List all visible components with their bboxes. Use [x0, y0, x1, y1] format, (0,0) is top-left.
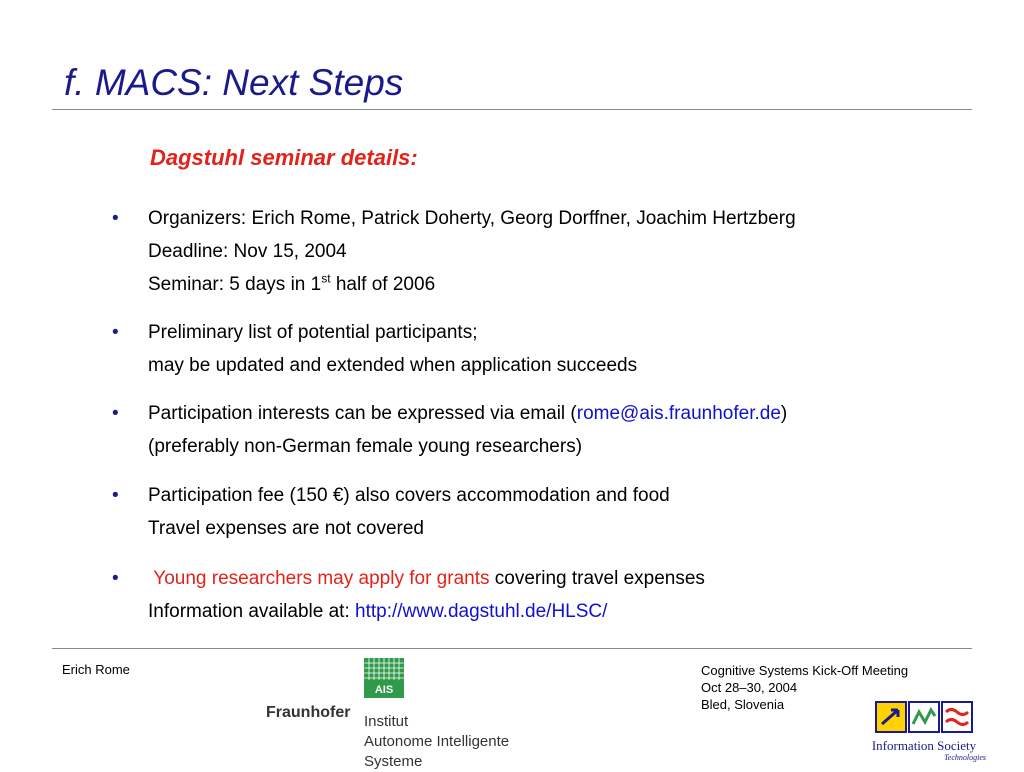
ais-grid-icon: [364, 658, 404, 698]
email-link[interactable]: rome@ais.fraunhofer.de: [576, 403, 781, 424]
participants-update-text: may be updated and extended when application succeeds: [148, 355, 638, 376]
ist-subtext: Technologies: [944, 753, 986, 762]
bullet-marker: •: [112, 485, 119, 506]
fee-text: Participation fee (150 €) also covers accommodation and food: [148, 485, 670, 506]
fraunhofer-ais-logo: [264, 656, 534, 770]
bullet-marker: •: [112, 403, 119, 424]
bullet-marker: •: [112, 568, 119, 589]
slide-subtitle: Dagstuhl seminar details:: [150, 145, 418, 170]
preference-text: (preferably non-German female young researchers): [148, 436, 583, 457]
organizers-text: Organizers: Erich Rome, Patrick Doherty, Georg Dorffner, Joachim Hertzberg: [148, 208, 796, 229]
grants-text: Young researchers may apply for grants covering travel expenses: [153, 568, 705, 589]
footer-divider: [52, 648, 972, 649]
event-location: Bled, Slovenia: [701, 697, 785, 712]
svg-text:AIS: AIS: [374, 684, 394, 696]
footer-author: Erich Rome: [62, 662, 130, 677]
bullet-marker: •: [112, 208, 119, 229]
event-name: Cognitive Systems Kick-Off Meeting: [701, 663, 909, 678]
event-date: Oct 28–30, 2004: [701, 680, 798, 695]
ist-logo: [862, 698, 992, 766]
bullet-marker: •: [112, 322, 119, 343]
dagstuhl-link[interactable]: http://www.dagstuhl.de/HLSC/: [355, 601, 608, 622]
deadline-text: Deadline: Nov 15, 2004: [148, 241, 347, 262]
interests-text: Participation interests can be expressed via email (rome@ais.fraunhofer.de): [148, 403, 788, 424]
info-text: Information available at: http://www.dagstuhl.de/HLSC/: [148, 601, 608, 622]
fraunhofer-name: Fraunhofer: [266, 704, 351, 721]
institute-name: Institut Autonome Intelligente Systeme: [364, 713, 510, 770]
slide-title: f. MACS: Next Steps: [64, 62, 404, 103]
travel-expenses-text: Travel expenses are not covered: [148, 518, 425, 539]
ist-arrows-icon: [862, 698, 986, 736]
participants-text: Preliminary list of potential participants;: [148, 322, 478, 343]
ist-text: Information Society: [871, 738, 977, 753]
seminar-text: Seminar: 5 days in 1st half of 2006: [148, 271, 436, 295]
title-divider: [52, 109, 972, 110]
